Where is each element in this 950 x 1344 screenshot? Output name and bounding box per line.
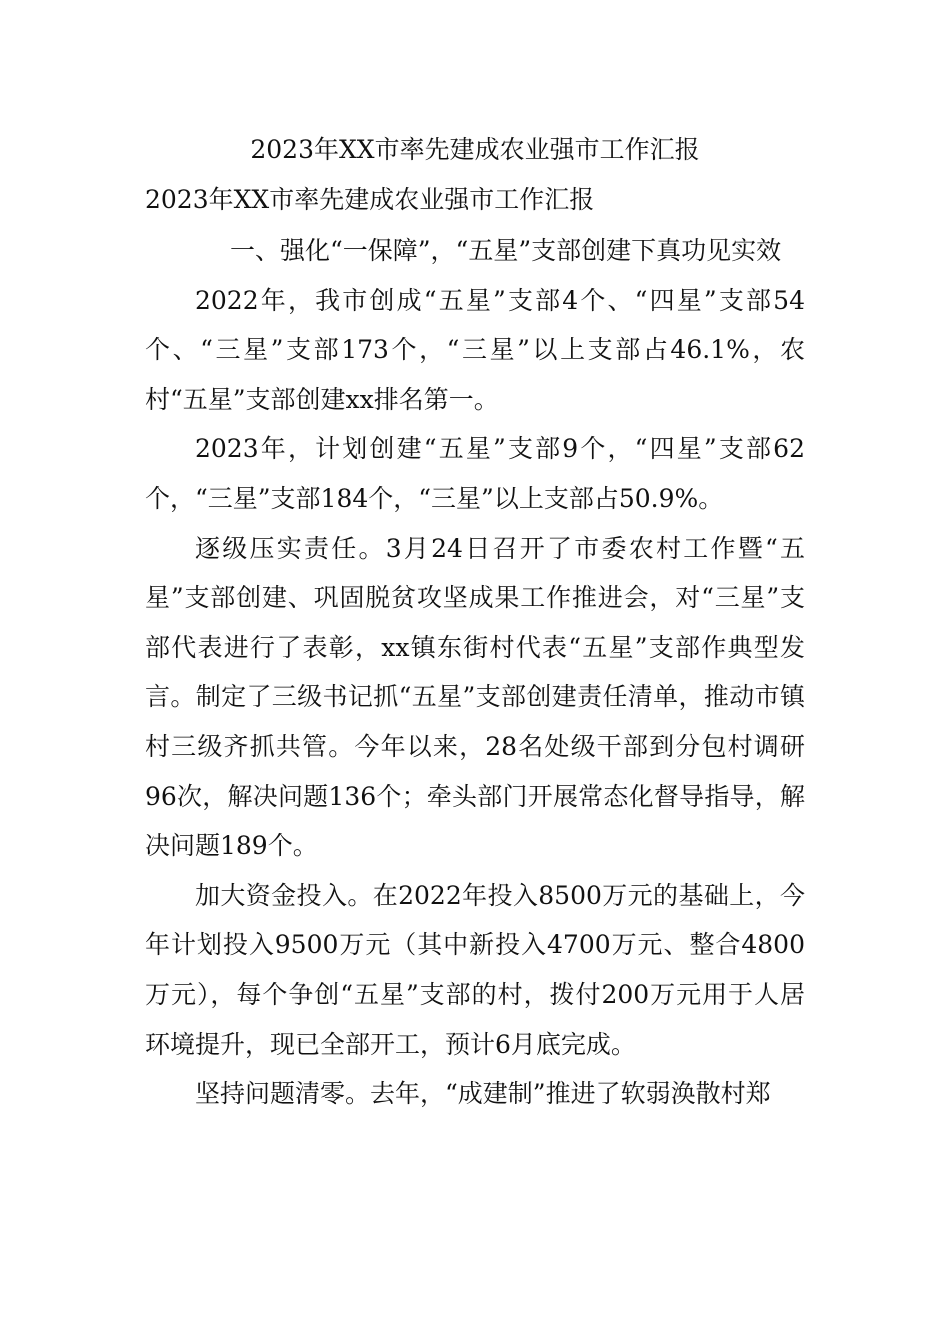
paragraph-2022-results: 2022年，我市创成“五星”支部4个、“四星”支部54个、“三星”支部173个，“三星”以上支部占46.1%，农村“五星”支部创建xx排名第一。 [145,285,805,414]
document-subtitle: 2023年XX市率先建成农业强市工作汇报 [145,185,595,214]
paragraph-funding: 加大资金投入。在2022年投入8500万元的基础上，今年计划投入9500万元（其中新投入4700万元、整合4800万元），每个争创“五星”支部的村，拨付200万元用于人居环境提升，现已全部开工，预计6月底完成。 [145,880,805,1059]
paragraph-problem-clearing: 坚持问题清零。去年，“成建制”推进了软弱涣散村郑 [195,1079,771,1109]
paragraph-2023-plan: 2023年，计划创建“五星”支部9个，“四星”支部62个，“三星”支部184个，“三星”以上支部占50.9%。 [145,434,805,513]
document-title: 2023年XX市率先建成农业强市工作汇报 [250,135,700,164]
section-heading: 一、强化“一保障”，“五星”支部创建下真功见实效 [230,236,782,265]
document-body [145,226,805,1119]
paragraph-responsibility: 逐级压实责任。3月24日召开了市委农村工作暨“五星”支部创建、巩固脱贫攻坚成果工作推进会，对“三星”支部代表进行了表彰，xx镇东街村代表“五星”支部作典型发言。制定了三级书记抓“五星”支部创建责任清单，推动市镇村三级齐抓共管。今年以来，28名处级干部到分包村调研96次，解决问题136个；牵头部门开展常态化督导指导，解决问题189个。 [145,533,805,861]
